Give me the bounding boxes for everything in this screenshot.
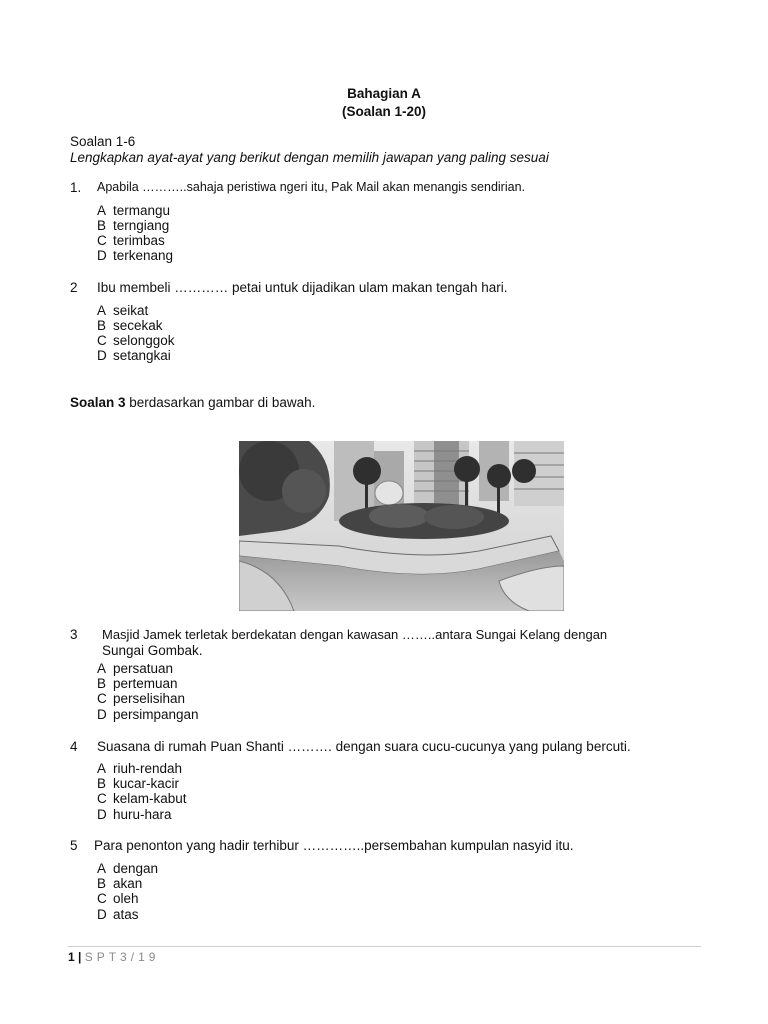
section-title: Bahagian A xyxy=(347,86,421,101)
question-2-option-d[interactable] xyxy=(97,348,171,363)
option-letter: B xyxy=(97,218,107,233)
option-letter: A xyxy=(97,203,107,218)
option-text: persimpangan xyxy=(113,707,199,722)
question-2-option-b[interactable] xyxy=(97,318,163,333)
option-letter: D xyxy=(97,907,107,922)
question-2-option-a[interactable] xyxy=(97,303,148,318)
question-5-option-c[interactable] xyxy=(97,891,139,906)
option-letter: C xyxy=(97,791,107,806)
option-text: secekak xyxy=(113,318,163,333)
masjid-jamek-photo xyxy=(239,441,564,611)
section-subtitle: (Soalan 1-20) xyxy=(341,104,427,119)
page-footer xyxy=(68,950,159,964)
option-letter: C xyxy=(97,691,107,706)
option-letter: D xyxy=(97,807,107,822)
option-text: kelam-kabut xyxy=(113,791,187,806)
footer-divider xyxy=(68,946,701,947)
question-3-option-d[interactable] xyxy=(97,707,199,722)
question-range-label: Soalan 1-6 xyxy=(70,134,136,149)
option-text: dengan xyxy=(113,861,159,876)
question-5-option-a[interactable] xyxy=(97,861,158,876)
option-letter: D xyxy=(97,248,107,263)
option-text: setangkai xyxy=(113,348,171,363)
option-text: seikat xyxy=(113,303,149,318)
question-3-option-c[interactable] xyxy=(97,691,185,706)
option-letter: C xyxy=(97,233,107,248)
option-letter: D xyxy=(97,348,107,363)
option-text: atas xyxy=(113,907,139,922)
option-letter: A xyxy=(97,861,107,876)
option-letter: D xyxy=(97,707,107,722)
footer-separator: | xyxy=(74,950,85,964)
question-5-text: Para penonton yang hadir terhibur …………..persembahan kumpulan nasyid itu. xyxy=(94,838,574,853)
question-1-text: Apabila ………..sahaja peristiwa ngeri itu, Pak Mail akan menangis sendirian. xyxy=(97,180,525,194)
question-5-option-b[interactable] xyxy=(97,876,142,891)
question-4-option-b[interactable] xyxy=(97,776,179,791)
question-2-number: 2 xyxy=(70,280,78,295)
option-text: pertemuan xyxy=(113,676,178,691)
option-text: persatuan xyxy=(113,661,174,676)
option-text: kucar-kacir xyxy=(113,776,180,791)
option-letter: A xyxy=(97,761,107,776)
question-1-number: 1. xyxy=(70,180,82,195)
option-text: huru-hara xyxy=(113,807,172,822)
option-letter: A xyxy=(97,661,107,676)
option-text: perselisihan xyxy=(113,691,186,706)
option-letter: A xyxy=(97,303,107,318)
option-letter: B xyxy=(97,876,107,891)
question-5-number: 5 xyxy=(70,838,78,853)
option-text: terkenang xyxy=(113,248,174,263)
question-4-option-c[interactable] xyxy=(97,791,187,806)
question-1-option-b[interactable] xyxy=(97,218,169,233)
question-3-text-line1: Masjid Jamek terletak berdekatan dengan kawasan ……..antara Sungai Kelang dengan xyxy=(102,627,608,642)
question-3-text-line2: Sungai Gombak. xyxy=(102,643,203,658)
option-text: selonggok xyxy=(113,333,175,348)
option-letter: B xyxy=(97,318,107,333)
option-letter: C xyxy=(97,891,107,906)
question-3-intro xyxy=(70,395,315,410)
question-1-option-d[interactable] xyxy=(97,248,173,263)
option-text: akan xyxy=(113,876,143,891)
question-2-option-c[interactable] xyxy=(97,333,175,348)
question-4-option-a[interactable] xyxy=(97,761,182,776)
question-4-text: Suasana di rumah Puan Shanti ………. dengan suara cucu-cucunya yang pulang bercuti. xyxy=(97,739,631,754)
question-5-option-d[interactable] xyxy=(97,907,139,922)
question-3-option-b[interactable] xyxy=(97,676,178,691)
option-text: terngiang xyxy=(113,218,170,233)
instruction-text: Lengkapkan ayat-ayat yang berikut dengan memilih jawapan yang paling sesuai xyxy=(70,150,549,165)
option-text: terimbas xyxy=(113,233,165,248)
question-4-option-d[interactable] xyxy=(97,807,172,822)
question-1-option-c[interactable] xyxy=(97,233,165,248)
option-letter: C xyxy=(97,333,107,348)
question-3-number: 3 xyxy=(70,627,78,642)
question-3-intro-bold: Soalan 3 xyxy=(70,395,126,410)
question-4-number: 4 xyxy=(70,739,78,754)
option-letter: B xyxy=(97,776,107,791)
question-1-option-a[interactable] xyxy=(97,203,170,218)
page-number: 1 xyxy=(68,950,75,964)
option-text: termangu xyxy=(113,203,171,218)
option-letter: B xyxy=(97,676,107,691)
question-3-intro-rest: berdasarkan gambar di bawah. xyxy=(125,395,316,410)
paper-code: SPT3/19 xyxy=(84,950,160,964)
option-text: riuh-rendah xyxy=(113,761,183,776)
question-3-option-a[interactable] xyxy=(97,661,173,676)
option-text: oleh xyxy=(113,891,139,906)
question-2-text: Ibu membeli ………… petai untuk dijadikan ulam makan tengah hari. xyxy=(97,280,508,295)
